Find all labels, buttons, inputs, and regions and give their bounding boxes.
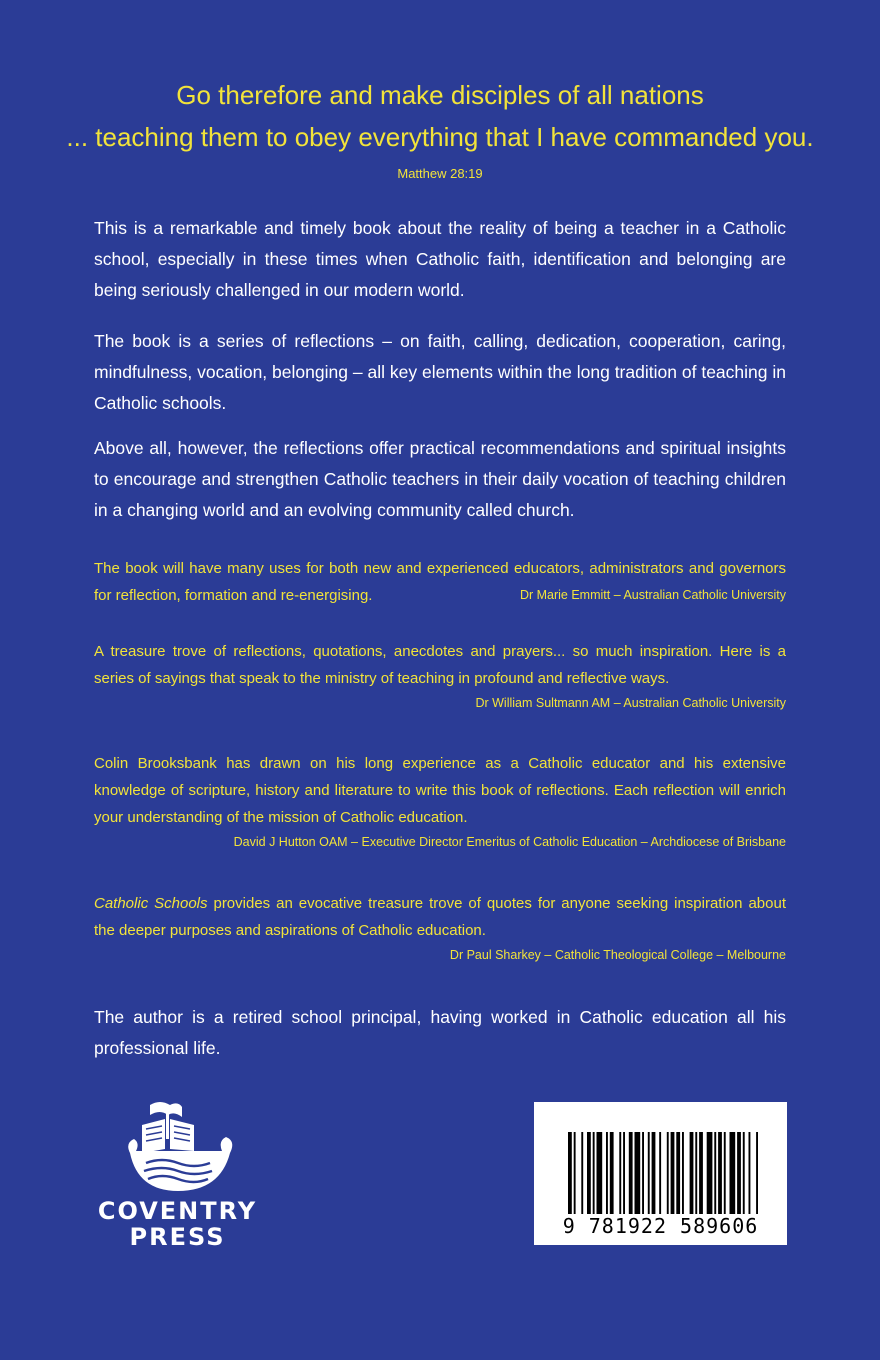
endorsement-text: provides an evocative treasure trove of quotes for anyone seeking inspiration about the deeper purposes and aspirations of Catholic education. xyxy=(94,895,786,939)
barcode-bar xyxy=(648,1132,650,1214)
description-paragraph-2: The book is a series of reflections – on faith, calling, dedication, cooperation, caring, mindfulness, vocation, belonging – all key elements within the long tradition of teaching in Catholic schools. xyxy=(94,331,786,413)
barcode-bar xyxy=(743,1132,745,1214)
barcode-bar xyxy=(610,1132,614,1214)
description-paragraph-3: Above all, however, the reflections offer practical recommendations and spiritual insights to encourage and strengthen Catholic teachers in their daily vocation of teaching children in a changing world and an evolving community called church. xyxy=(94,438,786,520)
author-note: The author is a retired school principal, having worked in Catholic education all his professional life. xyxy=(94,1007,786,1058)
barcode-bar xyxy=(699,1132,703,1214)
ship-icon xyxy=(90,1095,265,1195)
barcode-bar xyxy=(593,1132,595,1214)
endorsement-attribution: Dr Paul Sharkey – Catholic Theological College – Melbourne xyxy=(449,948,786,962)
barcode-bar xyxy=(652,1132,656,1214)
barcode-bar xyxy=(749,1132,751,1214)
barcode-bar xyxy=(682,1132,684,1214)
endorsement-4 xyxy=(94,890,786,966)
barcode-bar xyxy=(581,1132,583,1214)
epigraph-reference: Matthew 28:19 xyxy=(397,166,483,181)
barcode-bar xyxy=(623,1132,625,1214)
barcode-bar xyxy=(629,1132,633,1214)
barcode-bar xyxy=(724,1132,726,1214)
barcode-bar xyxy=(597,1132,603,1214)
endorsement-attribution: Dr Marie Emmitt – Australian Catholic University xyxy=(519,588,786,602)
barcode-bar xyxy=(659,1132,661,1214)
endorsement-attribution: David J Hutton OAM – Executive Director Emeritus of Catholic Education – Archdiocese of Brisbane xyxy=(233,835,786,849)
barcode-bar xyxy=(695,1132,697,1214)
barcode-bar xyxy=(635,1132,641,1214)
barcode-bar xyxy=(671,1132,675,1214)
barcode-bar xyxy=(718,1132,722,1214)
endorsement-text: Colin Brooksbank has drawn on his long experience as a Catholic educator and his extensive knowledge of scripture, history and literature to write this book of reflections. Each reflection will enrich your understanding of the mission of Catholic education. xyxy=(94,755,786,826)
endorsement-2 xyxy=(94,638,786,714)
barcode-bar xyxy=(568,1132,572,1214)
description-paragraph-1: This is a remarkable and timely book about the reality of being a teacher in a Catholic school, especially in these times when Catholic faith, identification and belonging are being seriously challenged in our modern world. xyxy=(94,218,786,300)
barcode-bar xyxy=(756,1132,758,1214)
endorsement-book-title: Catholic Schools xyxy=(94,895,208,912)
barcode-bar xyxy=(619,1132,621,1214)
endorsement-3 xyxy=(94,750,786,853)
barcode-bar xyxy=(642,1132,644,1214)
publisher-logo xyxy=(90,1095,265,1255)
barcode-bar xyxy=(707,1132,713,1214)
barcode-digits: 9 781922 589606 xyxy=(562,1214,759,1238)
barcode-bar xyxy=(730,1132,736,1214)
barcode-bar xyxy=(667,1132,669,1214)
endorsement-text: A treasure trove of reflections, quotations, anecdotes and prayers... so much inspiration. Here is a series of sayings that speak to the ministry of teaching in profound and reflective ways. xyxy=(94,643,786,687)
endorsement-attribution: Dr William Sultmann AM – Australian Catholic University xyxy=(475,696,786,710)
barcode-bar xyxy=(606,1132,608,1214)
publisher-name-line-2: PRESS xyxy=(129,1223,226,1251)
isbn-barcode xyxy=(534,1102,787,1245)
barcode-bar xyxy=(690,1132,694,1214)
barcode-bar xyxy=(587,1132,591,1214)
epigraph-line-2: ... teaching them to obey everything that I have commanded you. xyxy=(66,122,814,152)
endorsement-text: The book will have many uses for both new and experienced educators, administrators and governors for reflection, formation and re-energising. xyxy=(94,560,786,604)
barcode-bar xyxy=(574,1132,576,1214)
epigraph-line-1: Go therefore and make disciples of all nations xyxy=(176,80,704,110)
barcode-bar xyxy=(676,1132,680,1214)
endorsement-1 xyxy=(94,555,786,609)
barcode-bar xyxy=(737,1132,741,1214)
epigraph-quote xyxy=(60,74,820,158)
publisher-name-line-1: COVENTRY xyxy=(97,1197,258,1225)
barcode-bar xyxy=(714,1132,716,1214)
